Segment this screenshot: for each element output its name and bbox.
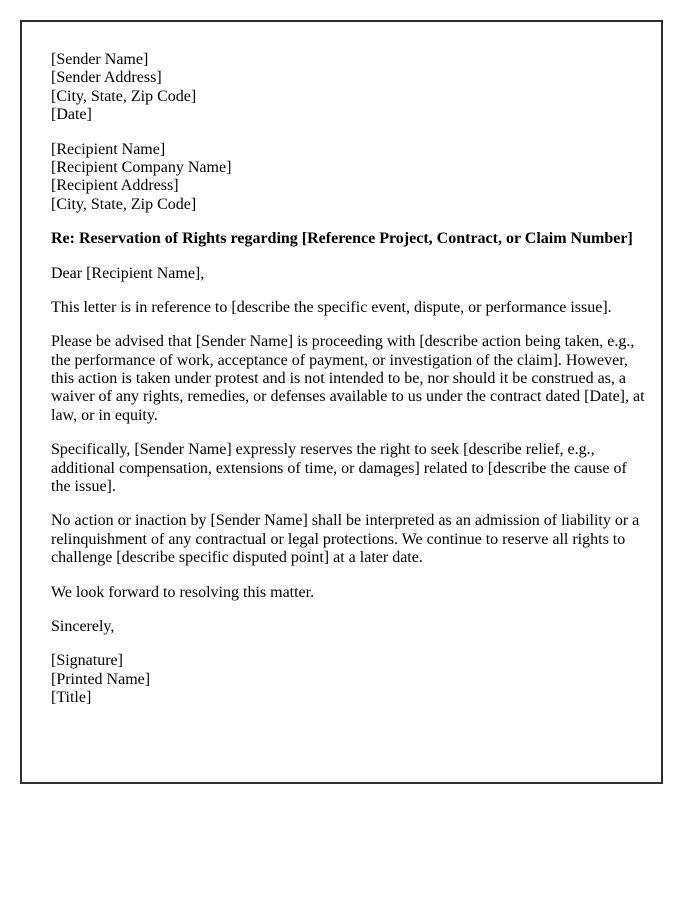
paragraph-resolution: We look forward to resolving this matter. [51, 583, 315, 601]
letter-frame [20, 20, 663, 784]
recipient-company-name: [Recipient Company Name] [51, 158, 232, 176]
recipient-address-block [51, 141, 649, 215]
recipient-name: [Recipient Name] [51, 140, 166, 158]
sender-name: [Sender Name] [51, 51, 149, 68]
paragraph-advisement: Please be advised that [Sender Name] is proceeding with [describe action being taken, e.g., the performance of work, acceptance of payment, or investigation of the claim]. However, this action is taken under protest and is not intended to be, nor should it be construed as, a waiver of any rights, remedies, or defenses available to us under the contract dated [Date], at law, or in equity. [51, 333, 645, 424]
printed-name-placeholder: [Printed Name] [51, 670, 151, 688]
recipient-city-state-zip: [City, State, Zip Code] [51, 195, 197, 213]
sender-city-state-zip: [City, State, Zip Code] [51, 87, 197, 105]
salutation: Dear [Recipient Name], [51, 264, 205, 282]
signature-block [51, 652, 649, 707]
letter-date: [Date] [51, 106, 92, 124]
paragraph-reservation: Specifically, [Sender Name] expressly reserves the right to seek [describe relief, e.g., additional compensation, extensions of time, or damages] related to [describe the cause of the issue]. [51, 441, 627, 496]
signature-placeholder: [Signature] [51, 652, 123, 670]
sender-address-block [51, 51, 649, 125]
recipient-address: [Recipient Address] [51, 177, 179, 195]
subject-line: Re: Reservation of Rights regarding [Reference Project, Contract, or Claim Number] [51, 230, 633, 248]
paragraph-reference: This letter is in reference to [describe the specific event, dispute, or performance issue]. [51, 298, 612, 316]
closing: Sincerely, [51, 617, 115, 635]
paragraph-no-waiver: No action or inaction by [Sender Name] shall be interpreted as an admission of liability or a relinquishment of any contractual or legal protections. We continue to reserve all rights to challenge [describe specific disputed point] at a later date. [51, 512, 640, 567]
title-placeholder: [Title] [51, 689, 92, 707]
sender-address: [Sender Address] [51, 69, 162, 87]
